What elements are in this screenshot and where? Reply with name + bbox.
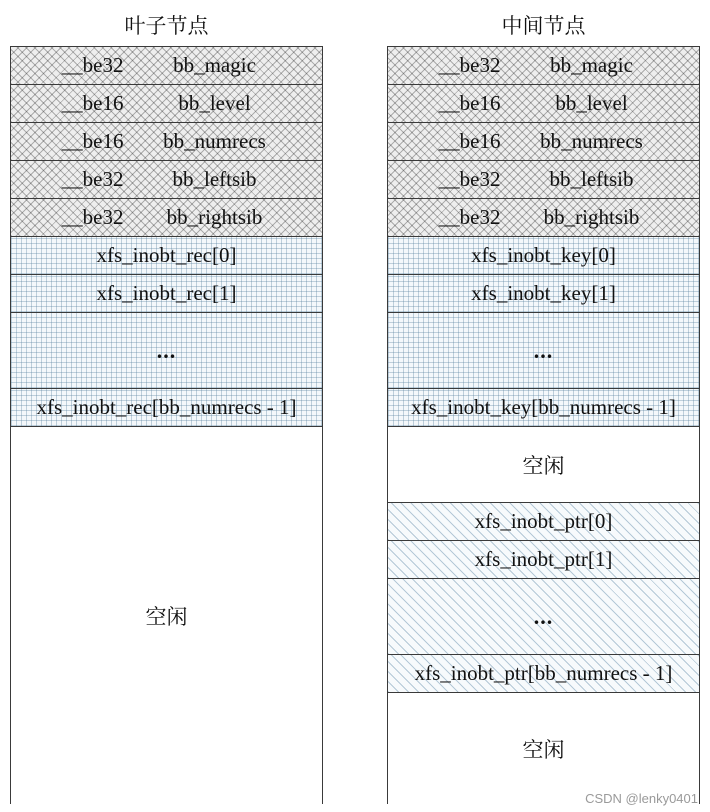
free-space: 空闲 xyxy=(388,693,699,805)
field-type: __be32 xyxy=(438,205,501,229)
field-name: bb_level xyxy=(178,91,251,115)
header-row-level xyxy=(11,85,322,123)
record-row-last: xfs_inobt_rec[bb_numrecs - 1] xyxy=(11,389,322,427)
record-row: xfs_inobt_rec[1] xyxy=(11,275,322,313)
header-row-rightsib xyxy=(11,199,322,237)
key-ellipsis: ... xyxy=(388,313,699,389)
field-name: bb_numrecs xyxy=(540,129,643,153)
field-name: bb_magic xyxy=(550,53,633,77)
field-type: __be32 xyxy=(438,53,501,77)
intermediate-node-block xyxy=(387,46,700,804)
record-ellipsis: ... xyxy=(11,313,322,389)
field-name: bb_magic xyxy=(173,53,256,77)
field-type: __be16 xyxy=(61,129,124,153)
field-name: bb_numrecs xyxy=(163,129,266,153)
field-type: __be16 xyxy=(438,91,501,115)
field-name: bb_leftsib xyxy=(549,167,634,191)
header-row-leftsib xyxy=(388,161,699,199)
header-row-magic xyxy=(11,47,322,85)
header-row-numrecs xyxy=(388,123,699,161)
header-row-rightsib xyxy=(388,199,699,237)
free-space: 空闲 xyxy=(11,427,322,805)
leaf-node-block xyxy=(10,46,323,804)
header-row-magic xyxy=(388,47,699,85)
intermediate-node-title: 中间节点 xyxy=(501,14,586,38)
header-row-leftsib xyxy=(11,161,322,199)
leaf-node-title: 叶子节点 xyxy=(124,14,209,38)
field-type: __be32 xyxy=(61,205,124,229)
field-type: __be32 xyxy=(61,53,124,77)
key-row-last: xfs_inobt_key[bb_numrecs - 1] xyxy=(388,389,699,427)
field-type: __be32 xyxy=(61,167,124,191)
field-name: bb_level xyxy=(555,91,628,115)
ptr-row: xfs_inobt_ptr[1] xyxy=(388,541,699,579)
key-row: xfs_inobt_key[0] xyxy=(388,237,699,275)
field-type: __be32 xyxy=(438,167,501,191)
ptr-row-last: xfs_inobt_ptr[bb_numrecs - 1] xyxy=(388,655,699,693)
field-name: bb_rightsib xyxy=(166,205,263,229)
header-row-level xyxy=(388,85,699,123)
ptr-ellipsis: ... xyxy=(388,579,699,655)
field-type: __be16 xyxy=(61,91,124,115)
record-row: xfs_inobt_rec[0] xyxy=(11,237,322,275)
header-row-numrecs xyxy=(11,123,322,161)
key-row: xfs_inobt_key[1] xyxy=(388,275,699,313)
free-space: 空闲 xyxy=(388,427,699,503)
field-type: __be16 xyxy=(438,129,501,153)
field-name: bb_rightsib xyxy=(543,205,640,229)
ptr-row: xfs_inobt_ptr[0] xyxy=(388,503,699,541)
field-name: bb_leftsib xyxy=(172,167,257,191)
watermark: CSDN @lenky0401 xyxy=(585,791,698,806)
